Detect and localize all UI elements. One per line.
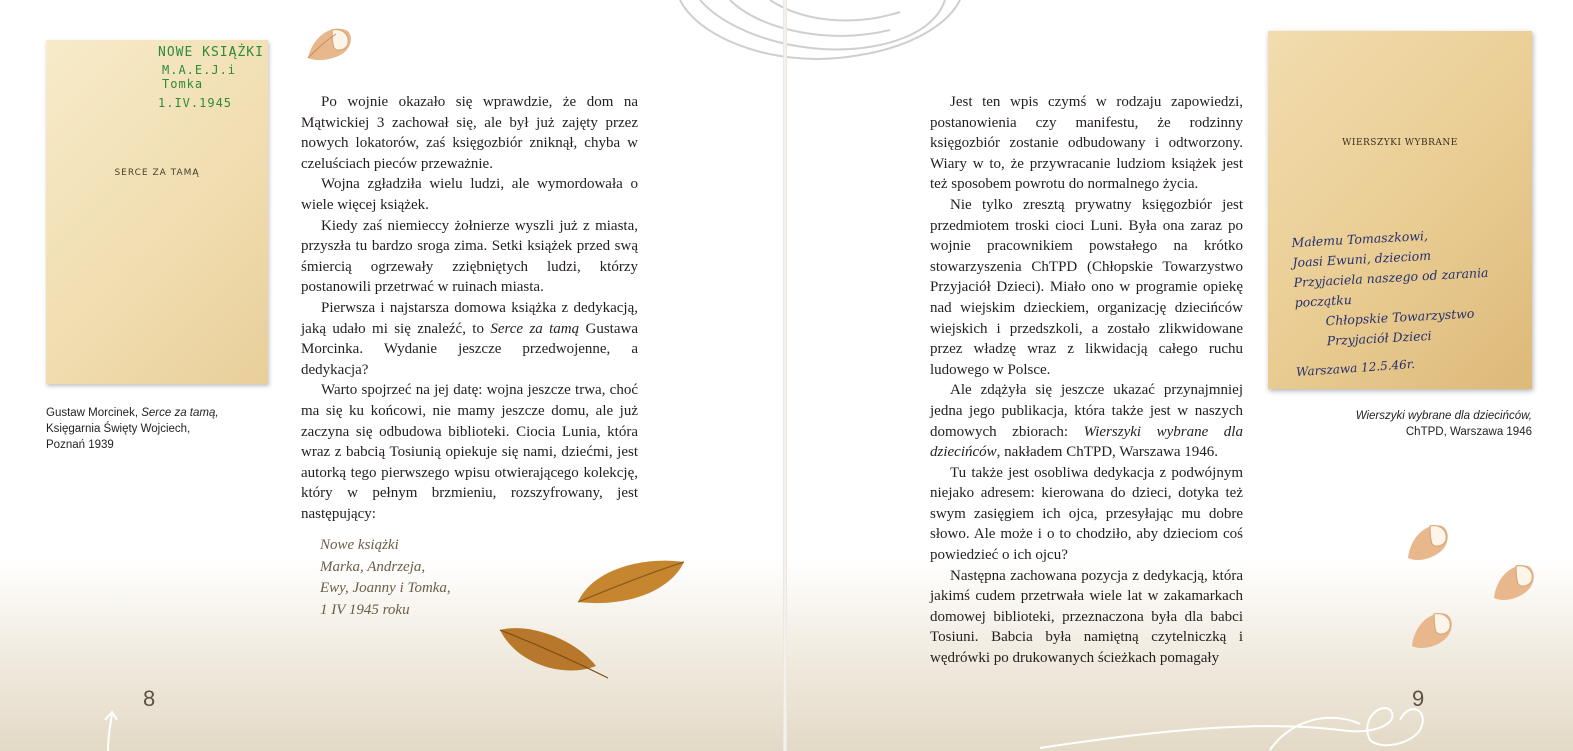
maple-seed-decoration bbox=[1400, 518, 1452, 566]
poem-line: Ewy, Joanny i Tomka, bbox=[320, 580, 451, 597]
cover-handwritten-dedication: Małemu Tomaszkowi, Joasi Ewuni, dzieciom Przyjaciela naszego od zarania początku Chłopskie Towarzystwo Przyjaciół Dzieci bbox=[1291, 227, 1489, 349]
book-title-inline: Wierszyki wybrane dla dziecińców bbox=[930, 423, 1243, 461]
caption-publisher: Księgarnia Święty Wojciech, bbox=[46, 423, 191, 435]
caption-book-title: Wierszyki wybrane dla dziecińców, bbox=[1355, 410, 1532, 422]
cover-title: SERCE ZA TAMĄ bbox=[114, 168, 200, 178]
maple-seed-decoration bbox=[302, 20, 354, 64]
paragraph: Następna zachowana pozycja z dedykacją, która jakimś cudem przetrwała wiele lat w zakamarkach domowej biblioteki, przeznaczona była dla babci Tosiuni. Babcia była namiętną czytelniczką i wędrówki po drukowanych ścieżkach pomagały bbox=[930, 567, 1243, 667]
page-number-left: 8 bbox=[143, 686, 156, 711]
poem-line: Marka, Andrzeja, bbox=[320, 558, 426, 575]
body-text-right bbox=[930, 92, 1243, 669]
paragraph: Po wojnie okazało się wprawdzie, że dom na Mątwickiej 3 zachował się, ale był już zajęty przez nowych lokatorów, zaś księgozbiór zniknął, chyba w czeluściach pieców przeważnie. bbox=[301, 94, 638, 172]
paragraph: Wojna zgładziła wielu ludzi, ale wymordowała o wiele więcej książek. bbox=[301, 176, 638, 213]
cover-handwritten-date: Warszawa 12.5.46r. bbox=[1295, 356, 1416, 380]
leaf-decoration bbox=[572, 552, 692, 612]
maple-seed-decoration bbox=[1486, 558, 1538, 606]
caption-publisher: ChTPD, Warszawa 1946 bbox=[1405, 426, 1532, 438]
cover-handwriting: M.A.E.J.i Tomka bbox=[162, 63, 237, 91]
maple-seed-decoration bbox=[1404, 606, 1456, 654]
leaf-decoration bbox=[496, 622, 612, 682]
poem-line: Nowe książki bbox=[320, 537, 399, 553]
paragraph: Ale zdążyła się jeszcze ukazać przynajmniej jedna jego publikacja, która także jest w naszych domowych zbiorach: Wierszyki wybrane dla dziecińców, nakładem ChTPD, Warszawa 1946. bbox=[930, 382, 1243, 461]
caption-left bbox=[46, 405, 266, 453]
caption-right bbox=[1290, 408, 1532, 440]
paragraph: Kiedy zaś niemieccy żołnierze wyszli już z miasta, przyszła tu bardzo sroga zima. Setki książek przed swą śmiercią ogrzewały zziębniętych ludzi, którzy postanowili przetrwać w ruinach miasta. bbox=[301, 217, 638, 296]
swirl-decoration bbox=[1040, 690, 1460, 751]
swirl-decoration bbox=[660, 0, 990, 80]
page-gutter bbox=[783, 0, 787, 751]
body-text-left bbox=[301, 92, 638, 524]
book-cover-wierszyki-wybrane bbox=[1268, 31, 1532, 389]
caption-author: Gustaw Morcinek, bbox=[46, 407, 139, 419]
paragraph: Warto spojrzeć na jej datę: wojna jeszcze trwa, choć ma się ku końcowi, nie mamy jeszcze domu, ale już zaczyna się odbudowa biblioteki. Ciocia Lunia, która wraz z babcią Tosiunią opiekuje się nami, dziećmi, jest autorką tego pierwszego wpisu otwierającego kolekcję, który w pełnym brzmieniu, rozszyfrowany, jest następujący: bbox=[301, 382, 638, 522]
paragraph: Jest ten wpis czymś w rodzaju zapowiedzi, postanowienia czy manifestu, że rodzinny księgozbiór zostanie odbudowany i odtworzony. Wiary w to, że przywracanie ludziom książek jest też sposobem powrotu do normalnego życia. bbox=[930, 94, 1243, 193]
arrow-decoration bbox=[96, 708, 126, 751]
page-number-right: 9 bbox=[1412, 686, 1425, 711]
cover-title: WIERSZYKI WYBRANE bbox=[1342, 138, 1458, 148]
paragraph: Tu także jest osobliwa dedykacja z podwójnym niejako adresem: kierowana do dzieci, dotyka też swym zasięgiem ich ojca, przesyłając mu dobre słowo. Ale może i o to chodziło, aby dzieciom coś powiedzieć o ich ojcu? bbox=[930, 464, 1243, 564]
poem-line: 1 IV 1945 roku bbox=[320, 601, 410, 618]
book-cover-serce-za-tama bbox=[46, 40, 268, 384]
book-title-inline: Serce za tamą bbox=[490, 320, 580, 337]
caption-book-title: Serce za tamą, bbox=[141, 407, 219, 419]
paragraph: Nie tylko zresztą prywatny księgozbiór jest przedmiotem troski cioci Luni. Była ona zaraz po wojnie pracownikiem powstałego na krótko stowarzyszenia ChTPD (Chłopskie Towarzystwo Przyjaciół Dzieci). Miało ono w programie opiekę nad wiejskim dzieckiem, organizację dziecińców wiejskich i przedszkoli, a zostało zlikwidowane przez władzę wraz z likwidacją całego ruchu ludowego w Polsce. bbox=[930, 196, 1243, 378]
dedication-transcription bbox=[320, 535, 451, 621]
cover-handwriting-date: 1.IV.1945 bbox=[158, 96, 233, 110]
cover-handwriting: NOWE KSIĄŻKI bbox=[158, 45, 264, 60]
paragraph: Pierwsza i najstarsza domowa książka z dedykacją, jaką udało mi się znaleźć, to Serce za tamą Gustawa Morcinka. Wydanie jeszcze przedwojenne, a dedykacja? bbox=[301, 299, 638, 378]
caption-place-year: Poznań 1939 bbox=[46, 439, 114, 451]
